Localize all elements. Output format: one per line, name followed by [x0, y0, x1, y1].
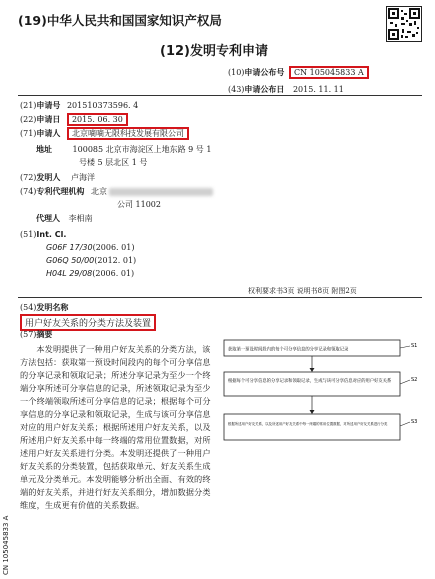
ipc-year: (2006. 01) [92, 269, 135, 278]
flow-step-text: 根据每个可分享信息的分享记录和领取记录，生成与该可分享信息对应的用户好友关系 [228, 379, 392, 384]
redacted-agency-name [109, 188, 213, 196]
abstract-heading [20, 329, 52, 340]
publication-number-label: 申请公布号 [244, 68, 285, 77]
doc-type-code: (12) [160, 44, 190, 59]
ipc-class: H04L 29/08 [46, 269, 93, 278]
application-date-row [20, 114, 128, 125]
invention-title: 用户好友关系的分类方法及装置 [20, 314, 156, 331]
agency-label: 专利代理机构 [36, 187, 85, 196]
stats-divider [18, 297, 422, 298]
flow-step-id: S2 [411, 377, 418, 383]
application-date-label: 申请日 [36, 115, 61, 124]
title-heading [20, 302, 68, 313]
agent-label: 代理人 [36, 214, 60, 223]
flow-step-s1 [224, 340, 417, 356]
publication-date-row [228, 84, 344, 95]
publication-date-label: 申请公布日 [244, 85, 285, 94]
abstract-code: (57) [20, 330, 37, 339]
address-line-2: 号楼 5 层北区 1 号 [79, 158, 148, 167]
publication-number-code: (10) [228, 68, 245, 77]
application-number-label: 申请号 [36, 101, 61, 110]
flow-arrow [310, 356, 315, 372]
agent-row [36, 213, 93, 224]
qr-code [386, 6, 422, 42]
flow-step-s3 [224, 414, 417, 440]
ipc-entry [46, 269, 134, 278]
publication-number-row [228, 67, 369, 78]
flow-step-text: 根据所述用户好友关系，以及所述用户好友关系中每一终端的常用位置数据，对所述用户好友关系进行分类 [228, 422, 388, 426]
header-divider [18, 95, 422, 96]
ipc-entry [46, 243, 134, 252]
page-stats: 权利要求书3页 说明书8页 附图2页 [248, 287, 357, 295]
doc-type-label: 发明专利申请 [189, 44, 268, 59]
agency-name: 北京 [90, 187, 107, 196]
agency-row [20, 186, 213, 197]
inventor-row [20, 172, 95, 183]
address-line-1: 100085 北京市海淀区上地东路 9 号 1 [72, 145, 212, 154]
side-publication-code: CN 105045833 A [2, 515, 10, 575]
flow-arrow [310, 396, 315, 414]
flow-step-id: S3 [411, 419, 418, 425]
application-number-code: (21) [20, 101, 37, 110]
flow-step-id: S1 [411, 343, 418, 349]
publication-number-value: CN 105045833 A [289, 66, 369, 79]
applicant-name: 北京嘀嘀无限科技发展有限公司 [67, 127, 189, 140]
application-number-row [20, 100, 138, 111]
applicant-code: (71) [20, 129, 37, 138]
ipc-class: G06F 17/30 [46, 243, 93, 252]
office-header [18, 11, 222, 29]
doc-type [160, 40, 268, 59]
ipc-year: (2012. 01) [94, 256, 137, 265]
abstract-text: 本发明提供了一种用户好友关系的分类方法，该方法包括：获取第一预设时间段内的每个可分享信息的分享记录和领取记录；所述分享记录为至少一个终端分享所述可分享信息的记录，所述领取记录为至少一个终端领取所述可分享信息的记录；根据每个可分享信息的分享记录和领取记录，生成与该可分享信息对应的用户好友关系；根据所述用户好友关系，以及所述用户好友关系中每一终端的常用位置数据，对所述用户好友关系进行分类。本发明还提供了一种用户好友关系的分类装置，包括获取单元、好友关系生成单元及分类单元。本发明能够分析出全面、有效的终端的好友关系，并进行好友关系细分，增加数据分类维度，生成更有价值的关系数据。 [20, 344, 211, 510]
title-label: 发明名称 [36, 303, 69, 312]
address-label: 地址 [36, 145, 52, 154]
publication-date-code: (43) [228, 85, 245, 94]
office-name: 中华人民共和国国家知识产权局 [46, 13, 222, 28]
application-number-value: 201510373596. 4 [66, 101, 139, 110]
office-code: (19) [18, 13, 47, 28]
address-row [36, 144, 211, 155]
flow-step-text: 获取第一预设时间段内的每个可分享信息的分享记录和领取记录 [228, 347, 349, 353]
ipc-heading [20, 230, 66, 239]
applicant-row [20, 128, 189, 139]
ipc-class: G06Q 50/00 [46, 256, 95, 265]
applicant-label: 申请人 [36, 129, 61, 138]
inventor-code: (72) [20, 173, 37, 182]
ipc-label: Int. Cl. [36, 230, 67, 239]
publication-date-value: 2015. 11. 11 [292, 85, 344, 94]
inventor-label: 发明人 [36, 173, 61, 182]
ipc-code: (51) [20, 230, 37, 239]
inventor-name: 卢海洋 [70, 173, 95, 182]
title-code: (54) [20, 303, 37, 312]
agency-code: (74) [20, 187, 37, 196]
ipc-entry [46, 256, 136, 265]
abstract-label: 摘要 [36, 330, 53, 339]
abstract-flowchart [222, 336, 426, 480]
application-date-value: 2015. 06. 30 [67, 113, 128, 126]
ipc-year: (2006. 01) [92, 243, 135, 252]
agency-line-2: 公司 11002 [117, 200, 161, 209]
flow-step-s2 [224, 372, 417, 396]
application-date-code: (22) [20, 115, 37, 124]
agent-name: 李相南 [68, 214, 93, 223]
